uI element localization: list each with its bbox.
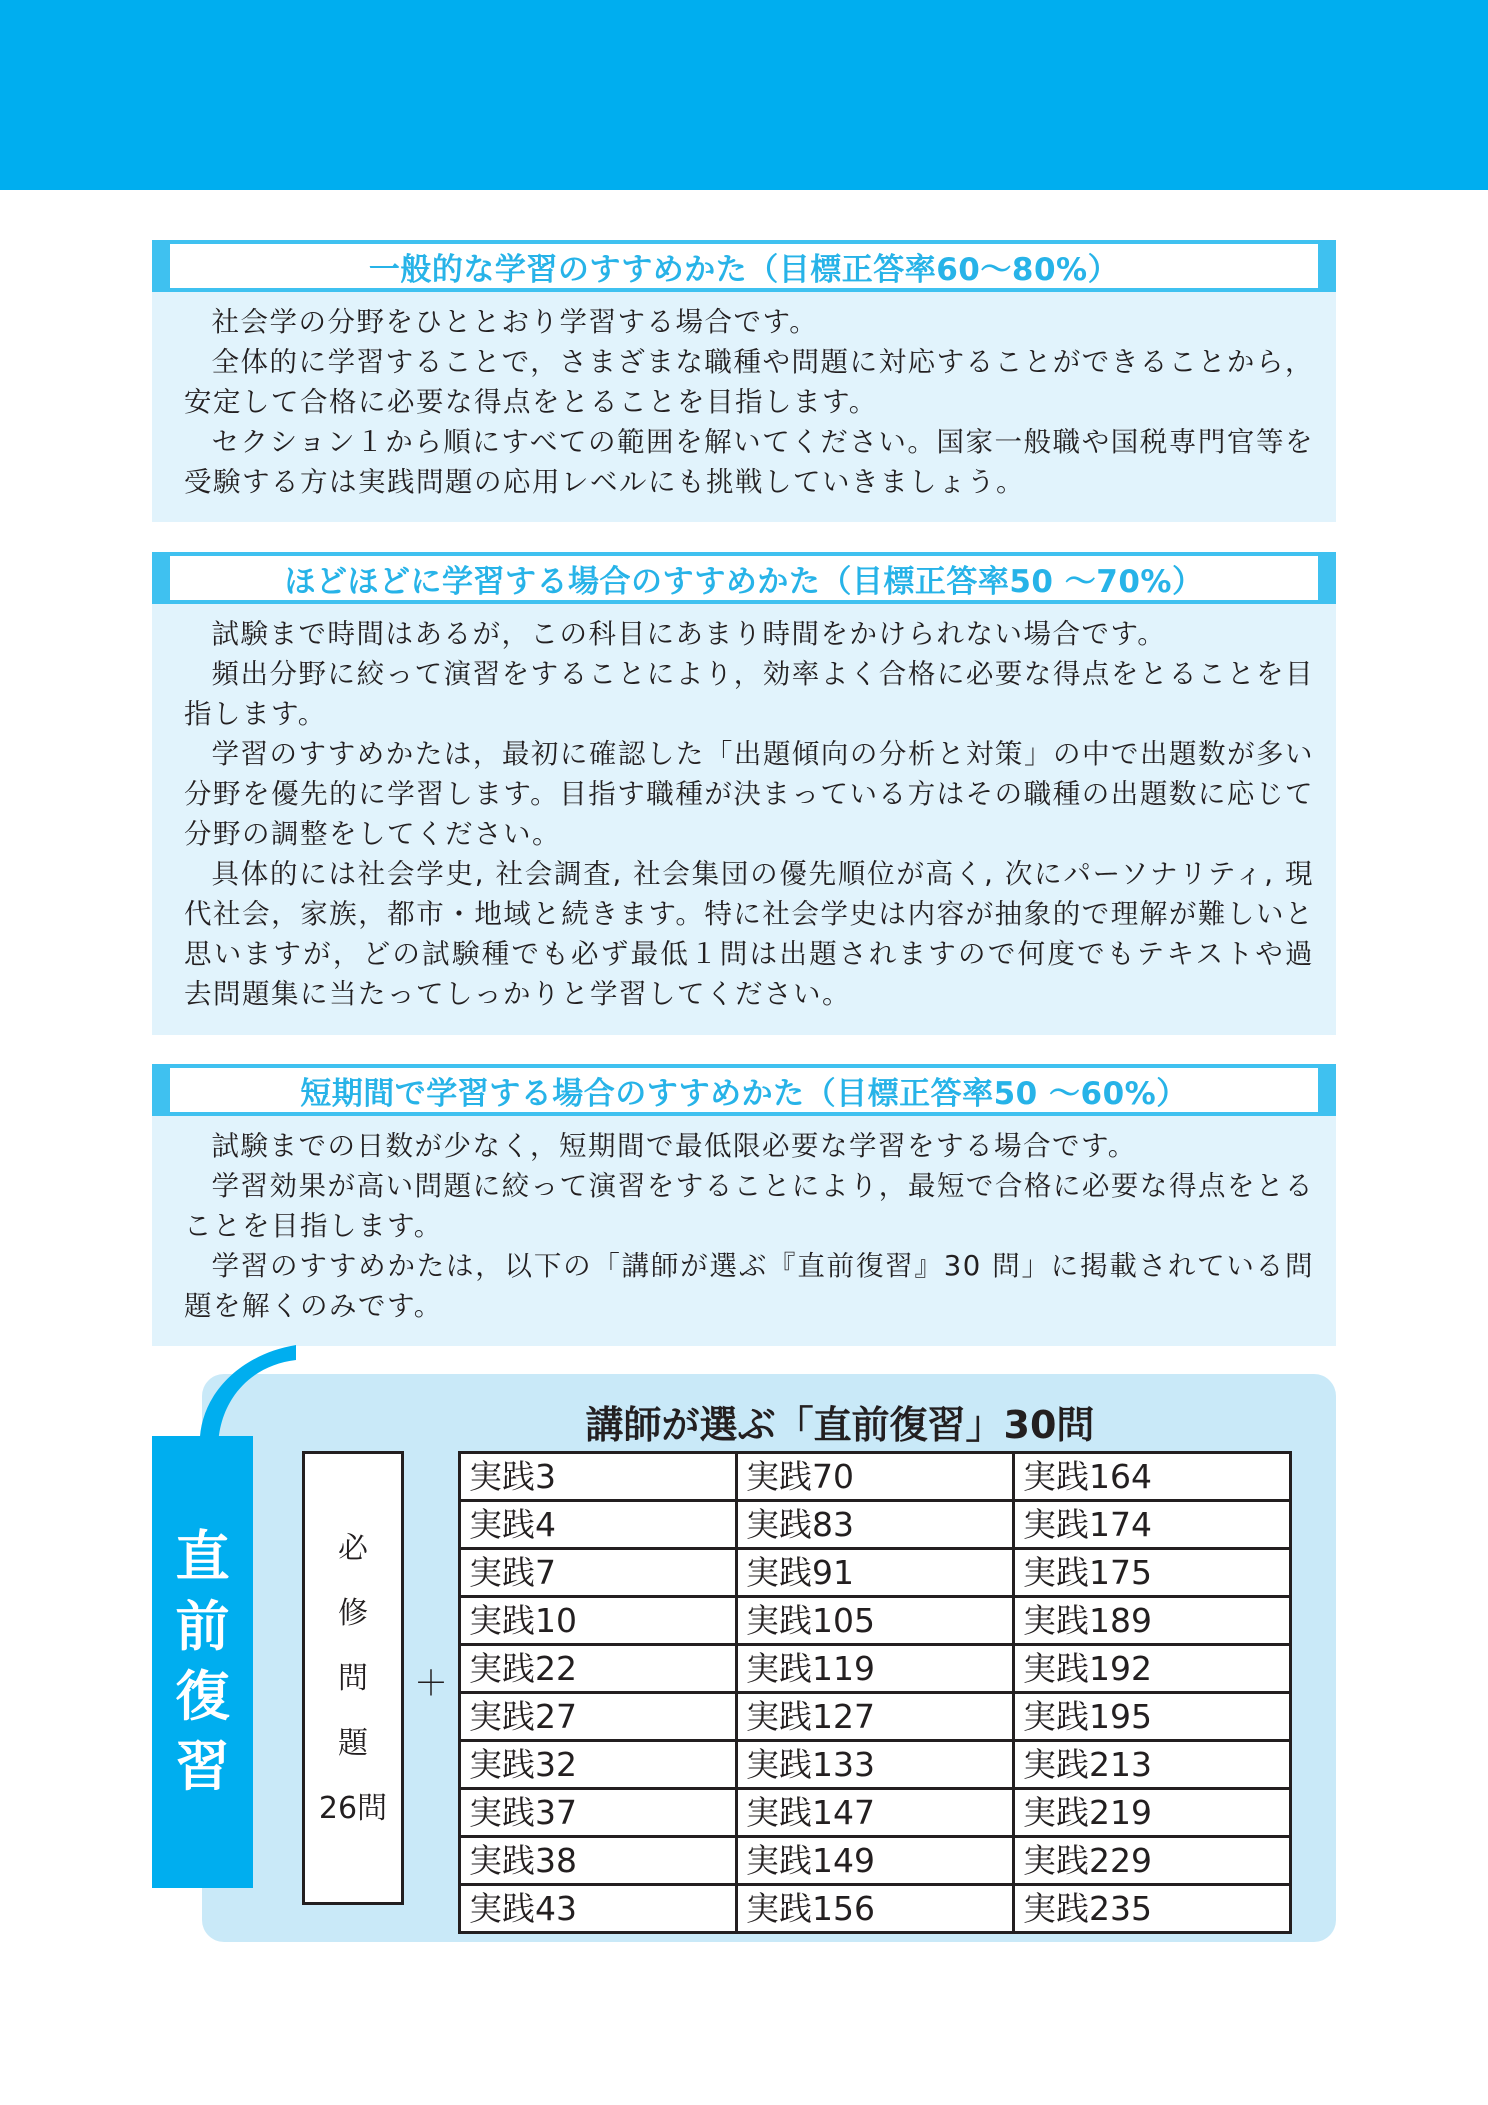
review-tab (152, 1436, 253, 1888)
review-tab-char: 習 (175, 1735, 230, 1798)
table-cell: 実践175 (1014, 1549, 1291, 1597)
table-row (460, 1549, 1291, 1597)
table-cell: 実践156 (737, 1885, 1014, 1933)
table-cell: 実践105 (737, 1597, 1014, 1645)
table-cell: 実践22 (460, 1645, 737, 1693)
table-row (460, 1741, 1291, 1789)
section-moderate-study (152, 552, 1336, 1035)
table-cell: 実践10 (460, 1597, 737, 1645)
table-cell: 実践70 (737, 1453, 1014, 1501)
section-heading: 短期間で学習する場合のすすめかた（目標正答率50 ～60%） (152, 1064, 1336, 1116)
table-row (460, 1453, 1291, 1501)
table-row (460, 1597, 1291, 1645)
review-tab-char: 直 (175, 1525, 230, 1588)
table-cell: 実践83 (737, 1501, 1014, 1549)
table-row (460, 1885, 1291, 1933)
required-char: 題 (338, 1725, 368, 1761)
required-problems-box (302, 1451, 404, 1905)
table-cell: 実践119 (737, 1645, 1014, 1693)
table-cell: 実践164 (1014, 1453, 1291, 1501)
table-row (460, 1789, 1291, 1837)
paragraph: 学習のすすめかたは，最初に確認した「出題傾向の分析と対策」の中で出題数が多い分野を優先的に学習します。目指す職種が決まっている方はその職種の出題数に応じて分野の調整をしてください。 (184, 738, 1314, 850)
paragraph: セクション１から順にすべての範囲を解いてください。国家一般職や国税専門官等を受験する方は実践問題の応用レベルにも挑戦していきましょう。 (184, 426, 1314, 498)
section-body (184, 302, 1314, 502)
table-cell: 実践219 (1014, 1789, 1291, 1837)
practice-problem-table (458, 1451, 1292, 1934)
table-cell: 実践174 (1014, 1501, 1291, 1549)
table-cell: 実践32 (460, 1741, 737, 1789)
required-char: 必 (338, 1530, 368, 1566)
table-cell: 実践195 (1014, 1693, 1291, 1741)
review-title: 講師が選ぶ「直前復習」30問 (585, 1403, 1095, 1447)
section-general-study (152, 240, 1336, 522)
table-cell: 実践38 (460, 1837, 737, 1885)
table-cell: 実践229 (1014, 1837, 1291, 1885)
table-cell: 実践147 (737, 1789, 1014, 1837)
required-char: 問 (338, 1660, 368, 1696)
paragraph: 具体的には社会学史, 社会調査, 社会集団の優先順位が高く, 次にパーソナリティ, 現代社会，家族，都市・地域と続きます。特に社会学史は内容が抽象的で理解が難しいと思いますが，どの試験種でも必ず最低１問は出題されますので何度でもテキストや過去問題集に当たってしっかりと学習してください。 (184, 858, 1314, 1010)
table-row (460, 1693, 1291, 1741)
table-cell: 実践149 (737, 1837, 1014, 1885)
section-heading: ほどほどに学習する場合のすすめかた（目標正答率50 ～70%） (152, 552, 1336, 604)
required-char: 修 (338, 1595, 368, 1631)
table-cell: 実践192 (1014, 1645, 1291, 1693)
paragraph: 学習効果が高い問題に絞って演習をすることにより，最短で合格に必要な得点をとることを目指します。 (184, 1170, 1314, 1242)
table-row (460, 1837, 1291, 1885)
table-cell: 実践91 (737, 1549, 1014, 1597)
paragraph: 全体的に学習することで，さまざまな職種や問題に対応することができることから，安定して合格に必要な得点をとることを目指します。 (184, 346, 1314, 418)
table-cell: 実践133 (737, 1741, 1014, 1789)
section-heading: 一般的な学習のすすめかた（目標正答率60～80%） (152, 240, 1336, 292)
review-tab-char: 前 (175, 1595, 230, 1658)
table-row (460, 1645, 1291, 1693)
plus-sign: ＋ (414, 1664, 448, 1704)
paragraph: 試験まで時間はあるが，この科目にあまり時間をかけられない場合です。 (211, 618, 1167, 650)
table-cell: 実践7 (460, 1549, 737, 1597)
paragraph: 学習のすすめかたは，以下の「講師が選ぶ『直前復習』30 問」に掲載されている問題を解くのみです。 (184, 1250, 1314, 1322)
table-cell: 実践235 (1014, 1885, 1291, 1933)
table-cell: 実践37 (460, 1789, 737, 1837)
table-cell: 実践3 (460, 1453, 737, 1501)
section-body (184, 614, 1314, 1014)
table-cell: 実践189 (1014, 1597, 1291, 1645)
table-cell: 実践4 (460, 1501, 737, 1549)
table-cell: 実践213 (1014, 1741, 1291, 1789)
table-row (460, 1501, 1291, 1549)
required-count: 26問 (318, 1790, 388, 1826)
paragraph: 社会学の分野をひととおり学習する場合です。 (211, 306, 819, 338)
table-cell: 実践27 (460, 1693, 737, 1741)
table-cell: 実践43 (460, 1885, 737, 1933)
table-cell: 実践127 (737, 1693, 1014, 1741)
review-tab-char: 復 (175, 1665, 230, 1728)
top-color-band (0, 0, 1488, 190)
paragraph: 頻出分野に絞って演習をすることにより，効率よく合格に必要な得点をとることを目指します。 (184, 658, 1314, 730)
paragraph: 試験までの日数が少なく，短期間で最低限必要な学習をする場合です。 (211, 1130, 1137, 1162)
section-short-term-study (152, 1064, 1336, 1346)
section-body (184, 1126, 1314, 1326)
decorative-swoosh (196, 1340, 296, 1450)
